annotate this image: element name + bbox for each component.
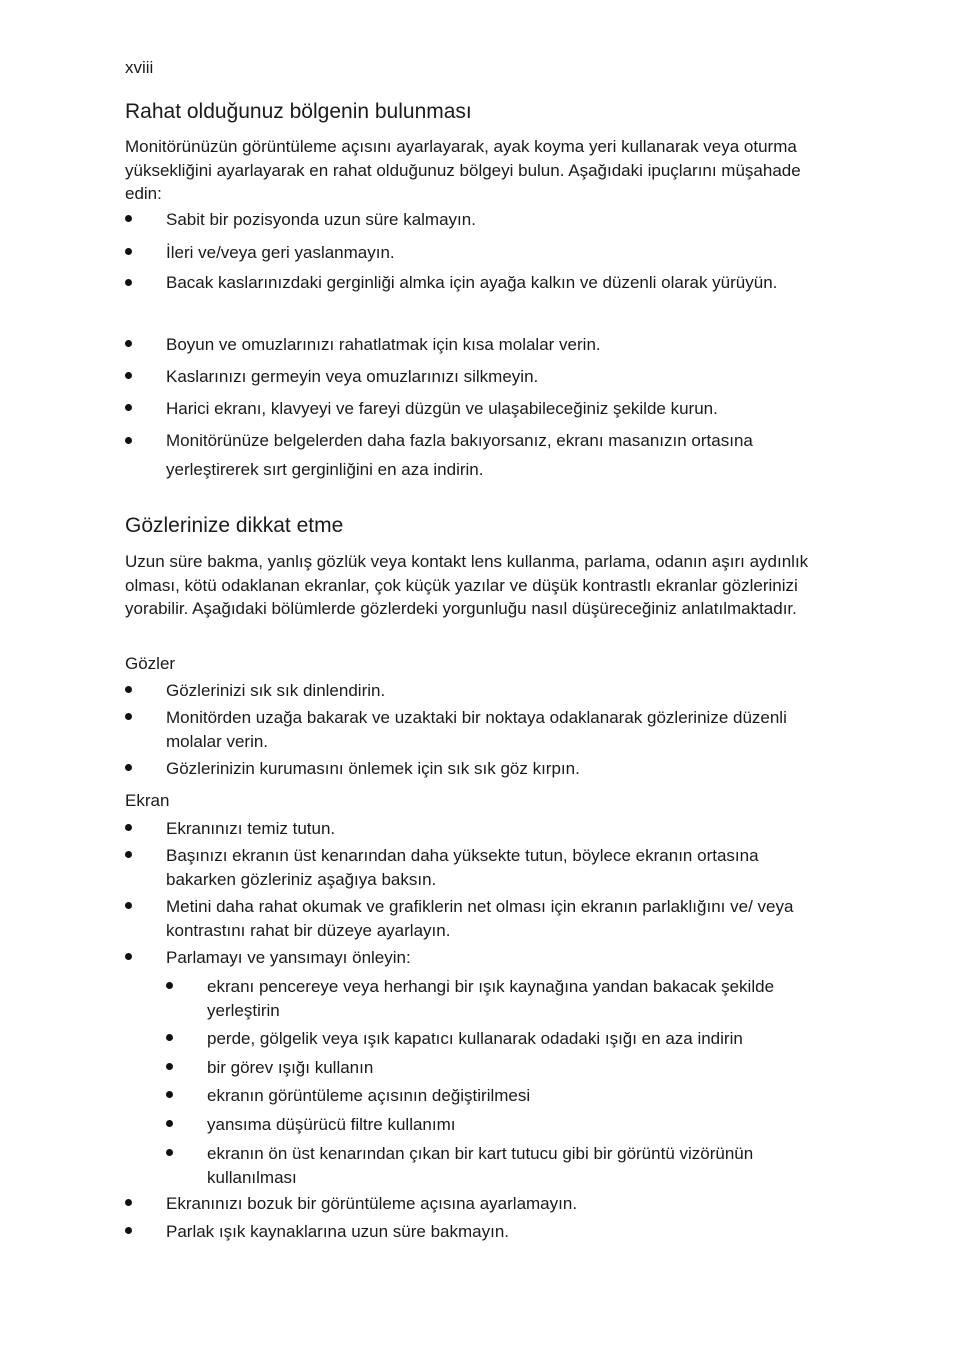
subsection-label-eyes: Gözler [125,654,176,673]
bullet-icon [125,902,132,909]
bullet-icon [166,1149,173,1156]
page-number: xviii [125,58,154,77]
list-item: Parlamayı ve yansımayı önleyin: [166,946,816,970]
bullet-icon [125,340,132,347]
list-item: Gözlerinizi sık sık dinlendirin. [166,679,816,703]
list-item: Metini daha rahat okumak ve grafiklerin net olması için ekranın parlaklığını ve/ veya kontrastını rahat bir düzeye ayarlayın. [166,895,816,943]
bullet-icon [125,248,132,255]
list-item: Kaslarınızı germeyin veya omuzlarınızı silkmeyin. [166,365,816,389]
bullet-icon [125,713,132,720]
bullet-icon [125,953,132,960]
list-item: Monitörünüze belgelerden daha fazla bakıyorsanız, ekranı masanızın ortasına yerleştirerek sırt gerginliğini en aza indirin. [166,426,816,484]
bullet-icon [125,437,132,444]
sub-list-item: ekranın ön üst kenarından çıkan bir kart tutucu gibi bir görüntü vizörünün kullanılması [207,1142,817,1190]
bullet-icon [166,1091,173,1098]
list-item: Gözlerinizin kurumasını önlemek için sık sık göz kırpın. [166,757,816,781]
bullet-icon [125,824,132,831]
bullet-icon [125,1227,132,1234]
section-intro: Uzun süre bakma, yanlış gözlük veya kontakt lens kullanma, parlama, odanın aşırı aydınlık olması, kötü odaklanan ekranlar, çok küçük yazılar ve düşük kontrastlı ekranlar gözlerinizi yorabilir. Aşağıdaki bölümlerde gözlerdeki yorgunluğu nasıl düşüreceğiniz anlatılmaktadır. [125,552,809,618]
bullet-icon [125,372,132,379]
list-item: Bacak kaslarınızdaki gerginliği almka için ayağa kalkın ve düzenli olarak yürüyün. [166,268,816,297]
bullet-icon [166,1063,173,1070]
list-item: Parlak ışık kaynaklarına uzun süre bakmayın. [166,1220,816,1244]
bullet-icon [125,279,132,286]
bullet-icon [166,1120,173,1127]
list-item: Boyun ve omuzlarınızı rahatlatmak için kısa molalar verin. [166,333,816,357]
sub-list-item: yansıma düşürücü filtre kullanımı [207,1113,817,1137]
list-item: İleri ve/veya geri yaslanmayın. [166,241,816,265]
list-item: Başınızı ekranın üst kenarından daha yüksekte tutun, böylece ekranın ortasına bakarken gözleriniz aşağıya baksın. [166,844,816,892]
subsection-label-screen: Ekran [125,791,170,810]
sub-list-item: bir görev ışığı kullanın [207,1056,817,1080]
list-item: Ekranınızı bozuk bir görüntüleme açısına ayarlamayın. [166,1192,816,1216]
section-heading-comfort-zone: Rahat olduğunuz bölgenin bulunması [125,100,472,123]
bullet-icon [166,1034,173,1041]
sub-list-item: ekranın görüntüleme açısının değiştirilmesi [207,1084,817,1108]
list-item: Ekranınızı temiz tutun. [166,817,816,841]
bullet-icon [125,851,132,858]
bullet-icon [125,1199,132,1206]
sub-list-item: perde, gölgelik veya ışık kapatıcı kullanarak odadaki ışığı en aza indirin [207,1027,817,1051]
bullet-icon [125,686,132,693]
sub-list-item: ekranı pencereye veya herhangi bir ışık kaynağına yandan bakacak şekilde yerleştirin [207,975,817,1023]
list-item: Sabit bir pozisyonda uzun süre kalmayın. [166,208,816,232]
bullet-icon [166,982,173,989]
bullet-icon [125,764,132,771]
bullet-icon [125,404,132,411]
bullet-icon [125,215,132,222]
section-intro: Monitörünüzün görüntüleme açısını ayarlayarak, ayak koyma yeri kullanarak veya oturma yüksekliğini ayarlayarak en rahat olduğunuz bölgeyi bulun. Aşağıdaki ipuçlarını müşahade edin: [125,137,801,203]
list-item: Harici ekranı, klavyeyi ve fareyi düzgün ve ulaşabileceğiniz şekilde kurun. [166,397,816,421]
section-heading-eye-care: Gözlerinize dikkat etme [125,514,344,537]
list-item: Monitörden uzağa bakarak ve uzaktaki bir noktaya odaklanarak gözlerinize düzenli molalar verin. [166,706,816,754]
